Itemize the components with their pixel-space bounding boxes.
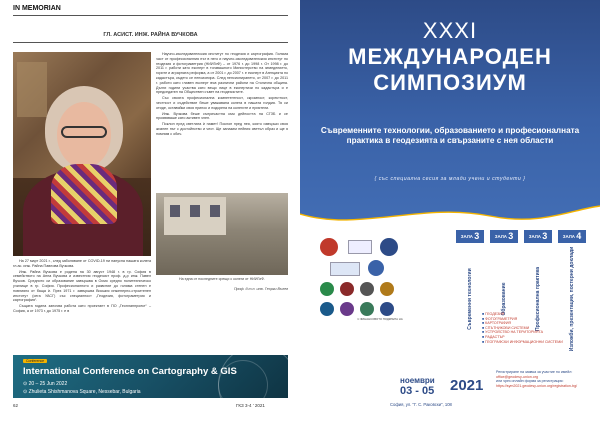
zone-4 (558, 230, 586, 352)
paragraph: Инж. Райна Вучкова е родена на 30 август 1948 г. в гр. София в семейството на Анна Вучкова и известния геодезист проф. д-р инж. Павел Вучков. Средното си образование завършва в Осмо средно политехническо училище в гр. София. Професионалното и развитие до голяма степен е повлияно от баща ѝ. През 1971 г. завършва Висшия инженерно-строителен институт (сега УАСГ) със специалност „Геодезия, фотограметрия и картография“. (13, 269, 151, 303)
topic-item: ■ ГЕОГРАФСКИ ИНФОРМАЦИОННИ СИСТЕМИ (482, 340, 592, 345)
event-venue: София, ул. "Г. С. Раковски", 108 (390, 402, 452, 407)
ad-date: ⊙ 20 – 25 Jun 2022 (23, 381, 68, 387)
zone-label: ЗАЛА (562, 234, 575, 239)
logo-icon (320, 282, 334, 296)
topic-item: ■ ФОТОГРАМЕТРИЯ (482, 317, 592, 322)
logo-icon (380, 282, 394, 296)
topic-item: ■ РАДАСТЪР (482, 335, 592, 340)
article-text-right (156, 52, 288, 138)
right-page (300, 0, 600, 424)
zone-number: 3 (542, 231, 548, 241)
registration-line2: или чрез онлайн форма за регистрация: (496, 379, 564, 384)
zone-number: 3 (508, 231, 514, 241)
logo-icon (348, 240, 372, 254)
event-year: 2021 (450, 377, 484, 394)
zone-title: Изложби, презентации, постерни доклади (569, 246, 575, 352)
registration-line1: Регистриране на заявка за участие по имейл: (496, 370, 573, 374)
article-text-left (13, 259, 151, 315)
paragraph: Поклон пред светлата ѝ памет! Поклон пред нея, която извърши своя жизнен път с достойнство и чест. Ще запазим нейния светъл образ и ще я помним с обич. (156, 122, 288, 136)
logo-icon (320, 302, 334, 316)
article-title: ГЛ. АСИСТ. ИНЖ. РАЙНА ВУЧКОВА (103, 32, 198, 38)
wave-divider (300, 200, 600, 232)
logo-icon (360, 282, 374, 296)
registration-url[interactable]: https://sym2021.geodesy-union.org/registration-bg/ (496, 383, 578, 388)
zone-label: ЗАЛА (460, 234, 473, 239)
paragraph: Научно-изследователския институт по геодезия и картография. Голяма част от професионалния път в него и научно-изследователския институт по геодезия и фотограметрия (НИИГиФ) – от 1976 г. до 1998 г. От 1998 г. до 2011 г. работи като експерт в тогавашното Министерство на земеделието, горите и аграрната реформа, а от 2001 г. до 2007 г. е експерт в Агенцията по кадастъра, където се пенсионира. След пенсионирането, от 2007 г. до 2011 г. работи като главен експерт във различни райони на Столична община. Дълги години участва като вещо лице в експертизи по кадастъра и е председател на Обществен съвет на геодезистите. (156, 52, 288, 95)
registration-info (496, 370, 596, 388)
registration-email[interactable]: office@geodesy-union.org (496, 374, 538, 379)
cover-title-line2: СИМПОЗИУМ (373, 70, 527, 95)
page-number: 62 (13, 403, 19, 408)
zone-1 (456, 230, 484, 330)
paragraph: Същата година започва работа като проектант в ПО „Геопланпроект“ – София, а от 1973 г. до 1975 г. е в (13, 304, 151, 313)
logo-icon (330, 262, 360, 276)
logo-icon (380, 302, 394, 316)
zone-label: ЗАЛА (528, 234, 541, 239)
zone-number: 4 (576, 231, 582, 241)
photo-caption: На една от последните срещи с колеги от НИИГиФ. (179, 277, 265, 281)
paragraph: На 27 март 2021 г., след заболяване от COVID-19 ни напусна нашата колега гл.ас. инж. Райна Павлова Вучкова. (13, 259, 151, 268)
author-credit: Проф. д.т.н. инж. Георги Вълев (233, 287, 288, 291)
cover-title-line1: МЕЖДУНАРОДЕН (348, 44, 552, 69)
logo-icon (320, 238, 338, 256)
header-rule (13, 15, 288, 16)
title-rule (13, 42, 288, 43)
symposium-number: XXXI (422, 18, 478, 43)
event-month: ноември (400, 376, 435, 385)
paragraph: Инж. Вучкова беше съпричастна към дейността на СГЗБ и се проявяваше като активен член. (156, 111, 288, 121)
ad-place: ⊙ Zhulieta Shishmanova Square, Nessebar, Bulgaria (23, 389, 141, 395)
section-label: IN MEMORIAN (13, 5, 61, 12)
paragraph: Със своята професионална компетентност, скромност, коректност, честност и съдействие беше уважавана колега в нашата гилдия. Тя си отиде, оставяйки своя принос и подкрепа на колегите и приятели. (156, 96, 288, 110)
conference-ad[interactable] (13, 355, 288, 398)
topic-item: ■ УСТРОЙСТВО НА ТЕРИТОРИЯТА (482, 330, 592, 335)
cover-subtitle: { със специална сесия за млади учени и студенти } (374, 176, 526, 182)
group-photo (156, 193, 288, 275)
logo-icon (340, 302, 354, 316)
topic-list (482, 312, 592, 344)
cover-theme: Съвременните технологии, образованието и професионалната практика в геодезията и свързаните с нея области (320, 126, 580, 145)
journal-issue: ГКЗ 3-4 ' 2021 (236, 403, 265, 408)
event-day-range: 03 - 05 (400, 385, 435, 397)
logo-icon (380, 238, 398, 256)
topic-item: ■ КАРТОГРАФИЯ (482, 321, 592, 326)
zone-3 (524, 230, 552, 331)
partner-logos (320, 238, 460, 358)
zone-title: Образование (501, 282, 507, 316)
zone-number: 3 (474, 231, 480, 241)
support-note: С ФИНАНСОВОТО ПОДКРЕПА НА (357, 317, 403, 321)
logo-icon (340, 282, 354, 296)
zone-label: ЗАЛА (494, 234, 507, 239)
logo-icon (368, 260, 384, 276)
ad-title: International Conference on Cartography & GIS (23, 366, 237, 377)
logo-icon (360, 302, 374, 316)
event-dates (400, 376, 435, 397)
zone-title: Съвременни технологии (467, 268, 473, 330)
topic-item: ■ СПЪТНИКОВИ СИСТЕМИ (482, 326, 592, 331)
topic-item: ■ ГЕОДЕЗИЯ (482, 312, 592, 317)
ad-tag: Conference (23, 359, 47, 363)
zone-title: Професионална практика (535, 267, 541, 331)
portrait-photo (13, 52, 151, 256)
